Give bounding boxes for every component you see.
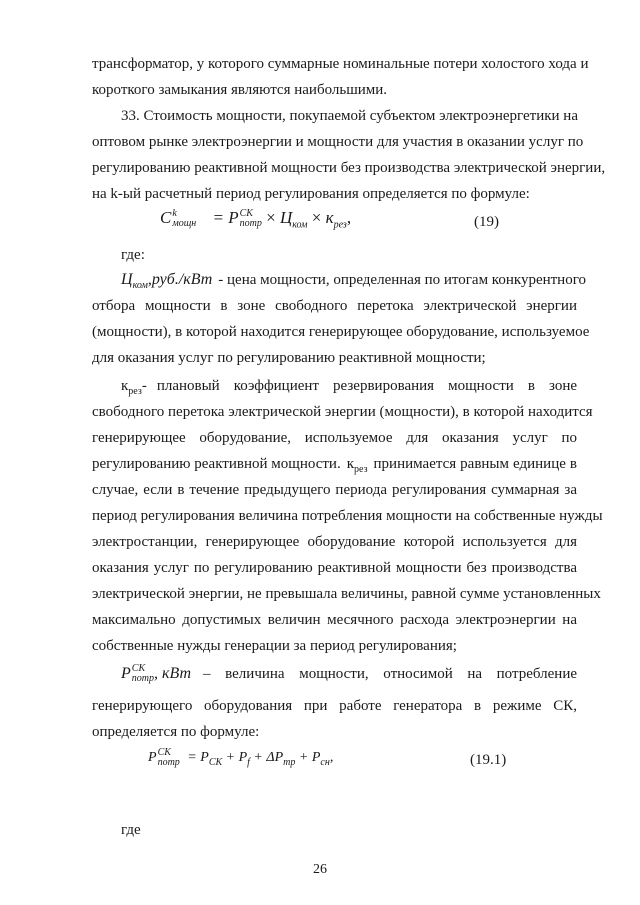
- term-pcx-line: P СК потр , кВт – величина мощности, относимой на потребление: [121, 663, 577, 685]
- text-line: на k-ый расчетный период регулирования определяется по формуле:: [92, 186, 530, 202]
- text-line: генерирующее оборудование, используемое для оказания услуг по: [92, 430, 577, 446]
- where-label: где:: [121, 247, 145, 263]
- term-tsena: $Ц_{ком},руб$./кВт: [121, 271, 213, 292]
- page-number: 26: [313, 862, 327, 877]
- text-line: случае, если в течение предыдущего периода регулирования суммарная за: [92, 482, 577, 498]
- text-line: регулированию реактивной мощности. $к_{рез}$ принимается равным единице в: [92, 456, 577, 475]
- paragraph-33-start: 33. Стоимость мощности, покупаемой субъектом электроэнергетики на: [121, 108, 578, 124]
- text-line: определяется по формуле:: [92, 724, 260, 740]
- text-line: (мощности), в которой находится генерирующее оборудование, используемое: [92, 324, 590, 340]
- text-line: для оказания услуг по регулированию реактивной мощности;: [92, 350, 486, 366]
- text-line: оптовом рынке электроэнергии и мощности для участия в оказании услуг по: [92, 134, 584, 150]
- text-line: короткого замыкания являются наибольшими.: [92, 82, 388, 98]
- text-line: отбора мощности в зоне свободного перетока электрической энергии: [92, 298, 577, 314]
- text-line: электрической энергии, не превышала величины, равной сумме установленных: [92, 586, 601, 602]
- text-line: собственные нужды генерации за период регулирования;: [92, 638, 457, 654]
- term-p-sk-potr: P СК потр , кВт: [121, 663, 192, 685]
- text-line: свободного перетока электрической энергии (мощности), в которой находится: [92, 404, 593, 420]
- text-line: трансформатор, у которого суммарные номинальные потери холостого хода и: [92, 56, 589, 72]
- text-line: оказания услуг по регулированию реактивной мощности без производства: [92, 560, 577, 576]
- term-krez: $к_{рез}-$: [121, 378, 147, 397]
- formula-19: С k мощн = P СК потр × $Ц_{ком} \times к_{рез}$,: [160, 208, 352, 231]
- term-krez-line: $к_{рез}-$ плановый коэффициент резервирования мощности в зоне: [121, 376, 577, 402]
- text-line: период регулирования величина потребления мощности на собственные нужды: [92, 508, 603, 524]
- formula-19-1: P СК потр = $P_{СК} + P_f + \Delta P_{тр} + P_{сн}$,: [148, 747, 334, 769]
- text-line: электростанции, генерирующее оборудование которой используется для: [92, 534, 577, 550]
- term-tsena-line: $Ц_{ком},руб$./кВт - цена мощности, определенная по итогам конкурентного: [121, 270, 577, 296]
- equation-number-19-1: (19.1): [470, 752, 507, 768]
- where-label: где: [121, 822, 141, 838]
- text-line: максимально допустимых величин месячного расхода электроэнергии на: [92, 612, 577, 628]
- text-line: регулированию реактивной мощности без производства электрической энергии,: [92, 160, 606, 176]
- equation-number-19: (19): [474, 214, 499, 230]
- text-line: генерирующего оборудования при работе генератора в режиме СК,: [92, 698, 577, 714]
